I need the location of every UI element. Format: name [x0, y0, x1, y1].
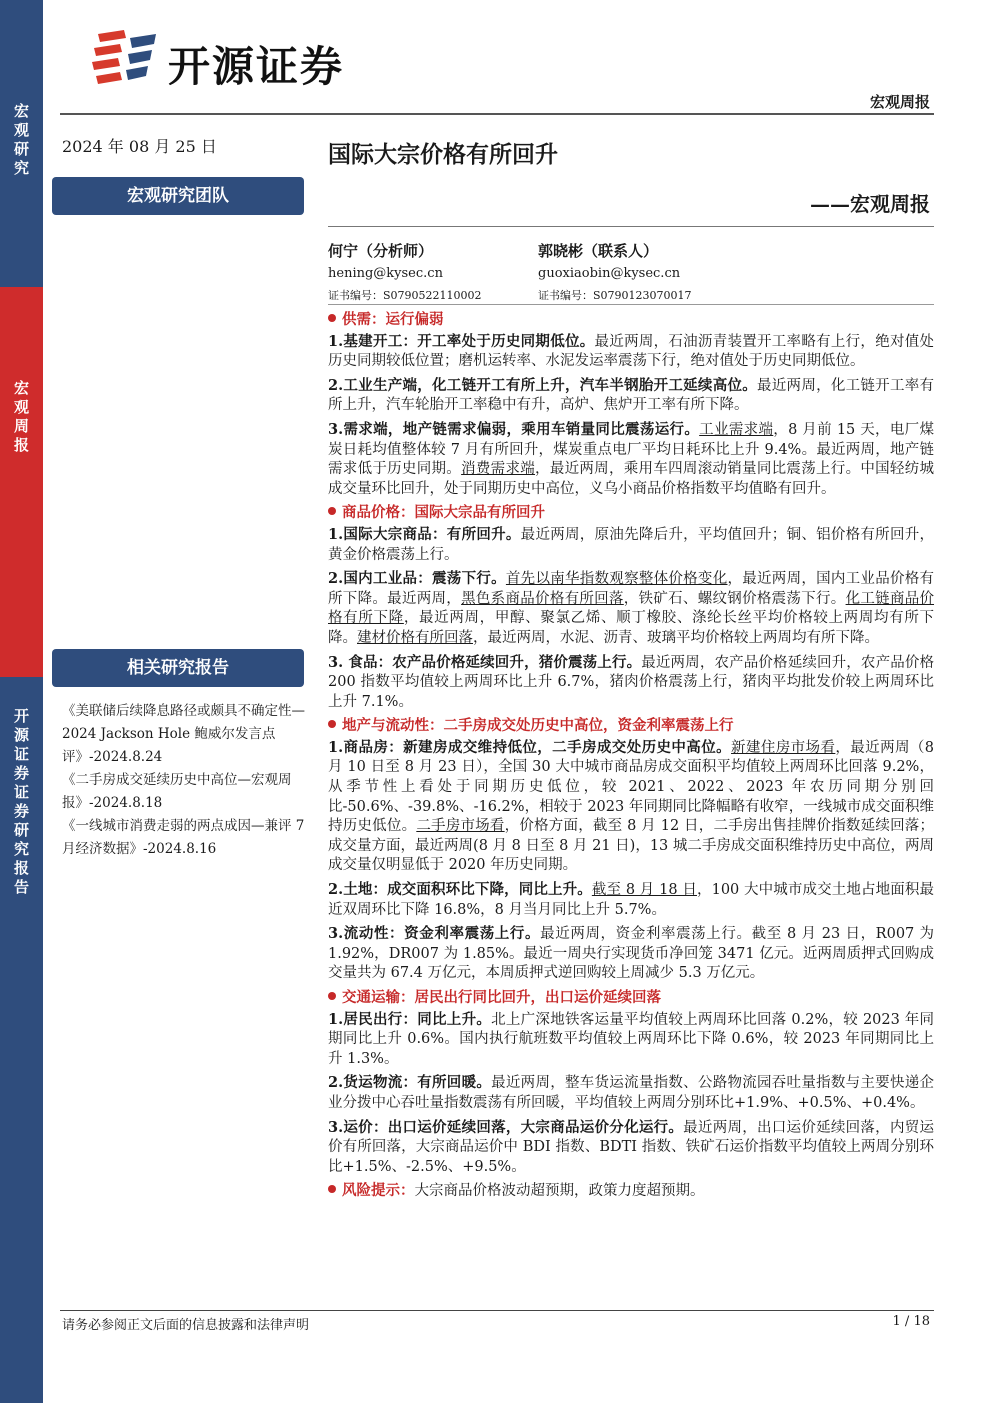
- section-heading-property: 地产与流动性：二手房成交处历史中高位，资金利率震荡上行: [328, 716, 934, 736]
- bullet-icon: [328, 314, 336, 322]
- related-reports-list: [62, 700, 312, 861]
- related-report-link[interactable]: 《一线城市消费走弱的两点成因—兼评 7 月经济数据》-2024.8.16: [62, 818, 305, 857]
- side-strip-macro-research: [0, 0, 43, 287]
- report-body: [328, 308, 934, 1206]
- section-heading-price: 商品价格：国际大宗品有所回升: [328, 503, 934, 523]
- author-name: 郭晓彬（联系人）: [538, 242, 659, 260]
- author-email[interactable]: guoxiaobin@kysec.cn: [538, 266, 681, 281]
- title-divider: [328, 226, 934, 227]
- paragraph: 1.商品房：新建房成交维持低位，二手房成交处历史中高位。新建住房市场看，最近两周（8 月 10 日至 8 月 23 日），全国 30 大中城市商品房成交面积平均值较上两周环比回落 9.2%，从季节性上看处于同期历史低位，较 2021、2022、2023 年农历同期分别回比-50.6%、-39.8%、-16.2%，相较于 2023 年同期同比降幅略有收窄，一线城市成交面积维持历史低位。二手房市场看，价格方面，截至 8 月 12 日，二手房出售挂牌价指数延续回落；成交量方面，最近两周(8 月 8 日至 8 月 21 日)，13 城二手房成交面积维持历史中高位，两周成交量仅明显低于 2020 年历史同期。: [328, 738, 935, 874]
- paragraph: 2.工业生产端，化工链开工有所上升，汽车半钢胎开工延续高位。最近两周，化工链开工率有所上升，汽车轮胎开工率稳中有升，高炉、焦炉开工率有所下降。: [328, 376, 935, 414]
- paragraph: 3. 食品：农产品价格延续回升，猪价震荡上行。最近两周，农产品价格延续回升，农产品价格 200 指数平均值较上两周环比上升 6.7%，猪肉价格震荡上行，猪肉平均批发价较上两周环比上升 7.1%。: [328, 653, 935, 710]
- footer-disclaimer: 请务必参阅正文后面的信息披露和法律声明: [62, 1318, 310, 1333]
- report-type-tag: 宏观周报: [869, 93, 930, 111]
- side-strip-brand: [0, 677, 43, 1403]
- author-email[interactable]: hening@kysec.cn: [328, 266, 443, 281]
- side-strip-text: 宏观周报: [13, 379, 29, 454]
- risk-warning: 风险提示：大宗商品价格波动超预期，政策力度超预期。: [328, 1181, 934, 1202]
- paragraph: 3.流动性：资金利率震荡上行。最近两周，资金利率震荡上行。截至 8 月 23 日，R007 为 1.92%，DR007 为 1.85%。最近一周央行实现货币净回笼 3471 亿元。近两周质押式回购成交量共为 67.4 万亿元，本周质押式逆回购较上周减少 5.3 万亿元。: [328, 925, 934, 982]
- page-number: 1 / 18: [892, 1314, 930, 1329]
- footer-divider: [60, 1310, 934, 1311]
- related-report-link[interactable]: 《二手房成交延续历史中高位—宏观周报》-2024.8.18: [62, 772, 292, 811]
- paragraph: 1.基建开工：开工率处于历史同期低位。最近两周，石油沥青装置开工率略有上行，绝对值处历史同期较低位置；磨机运转率、水泥发运率震荡下行，绝对值处于历史同期低位。: [328, 332, 935, 370]
- paragraph: 1.居民出行：同比上升。北上广深地铁客运量平均值较上两周环比回落 0.2%，较 2023 年同期同比上升 0.6%。国内执行航班数平均值较上两周环比下降 0.6%，较 2023 年同期同比上升 1.3%。: [328, 1010, 934, 1067]
- related-reports-label-box: 相关研究报告: [52, 649, 304, 687]
- side-strip-text: 开源证券 证券研究报告: [13, 707, 29, 896]
- side-strip-text: 宏观研究: [13, 102, 29, 177]
- author-cert: 证书编号：S0790123070017: [538, 289, 692, 302]
- section-heading-transport: 交通运输：居民出行同比回升，出口运价延续回落: [328, 988, 934, 1008]
- side-strip-weekly: [0, 287, 43, 677]
- section-heading-supply: 供需：运行偏弱: [328, 310, 934, 330]
- related-report-link[interactable]: 《美联储后续降息路径或颇具不确定性—2024 Jackson Hole 鲍威尔发言点评》-2024.8.24: [62, 703, 305, 765]
- paragraph: 2.货运物流：有所回暖。最近两周，整车货运流量指数、公路物流园吞吐量指数与主要快递企业分拨中心吞吐量指数震荡有所回暖，平均值较上两周分别环比+1.9%、+0.5%、+0.4%。: [328, 1074, 934, 1111]
- paragraph: 2.土地：成交面积环比下降，同比上升。截至 8 月 18 日，100 大中城市成交土地占地面积最近双周环比下降 16.8%，8 月当月同比上升 5.7%。: [328, 881, 934, 918]
- bullet-icon: [328, 720, 336, 728]
- bullet-icon: [328, 992, 336, 1000]
- bullet-icon: [328, 507, 336, 515]
- report-subtitle: ——宏观周报: [810, 192, 930, 216]
- report-title: 国际大宗价格有所回升: [328, 141, 558, 168]
- paragraph: 3.需求端，地产链需求偏弱，乘用车销量同比震荡运行。工业需求端，8 月前 15 天，电厂煤炭日耗均值整体较 7 月有所回升，煤炭重点电厂平均日耗环比上升 9.4%。最近两周，地产链需求低于历史同期。消费需求端，最近两周，乘用车四周滚动销量同比震荡上行。中国轻纺城成交量环比回升，处于同期历史中高位，义乌小商品价格指数平均值略有回升。: [328, 420, 935, 497]
- bullet-icon: [328, 1185, 336, 1193]
- header-divider: [60, 113, 934, 115]
- paragraph: 2.国内工业品：震荡下行。首先以南华指数观察整体价格变化，最近两周，国内工业品价格有所下降。最近两周，黑色系商品价格有所回落，铁矿石、螺纹钢价格震荡下行。化工链商品价格有所下降，最近两周，甲醇、聚氯乙烯、顺丁橡胶、涤纶长丝平均价格较上两周均有所下降。建材价格有所回落，最近两周，水泥、沥青、玻璃平均价格较上两周均有所下降。: [328, 570, 935, 646]
- brand-name: 开源证券: [168, 42, 345, 91]
- paragraph: 1.国际大宗商品：有所回升。最近两周，原油先降后升，平均值回升；铜、铝价格有所回升，黄金价格震荡上行。: [328, 525, 934, 563]
- report-date: 2024 年 08 月 25 日: [62, 137, 217, 156]
- author-name: 何宁（分析师）: [328, 242, 434, 260]
- author-card: [538, 240, 692, 303]
- author-divider: [328, 304, 934, 305]
- brand-logo: [90, 28, 380, 90]
- team-label-box: 宏观研究团队: [52, 177, 304, 215]
- paragraph: 3.运价：出口运价延续回落，大宗商品运价分化运行。最近两周，出口运价延续回落，内贸运价有所回落，大宗商品运价中 BDI 指数、BDTI 指数、铁矿石运价指数平均值较上两周分别环比+1.5%、-2.5%、+9.5%。: [328, 1118, 934, 1175]
- author-cert: 证书编号：S0790522110002: [328, 289, 482, 302]
- author-card: [328, 240, 482, 303]
- brand-logo-icon: [90, 28, 162, 90]
